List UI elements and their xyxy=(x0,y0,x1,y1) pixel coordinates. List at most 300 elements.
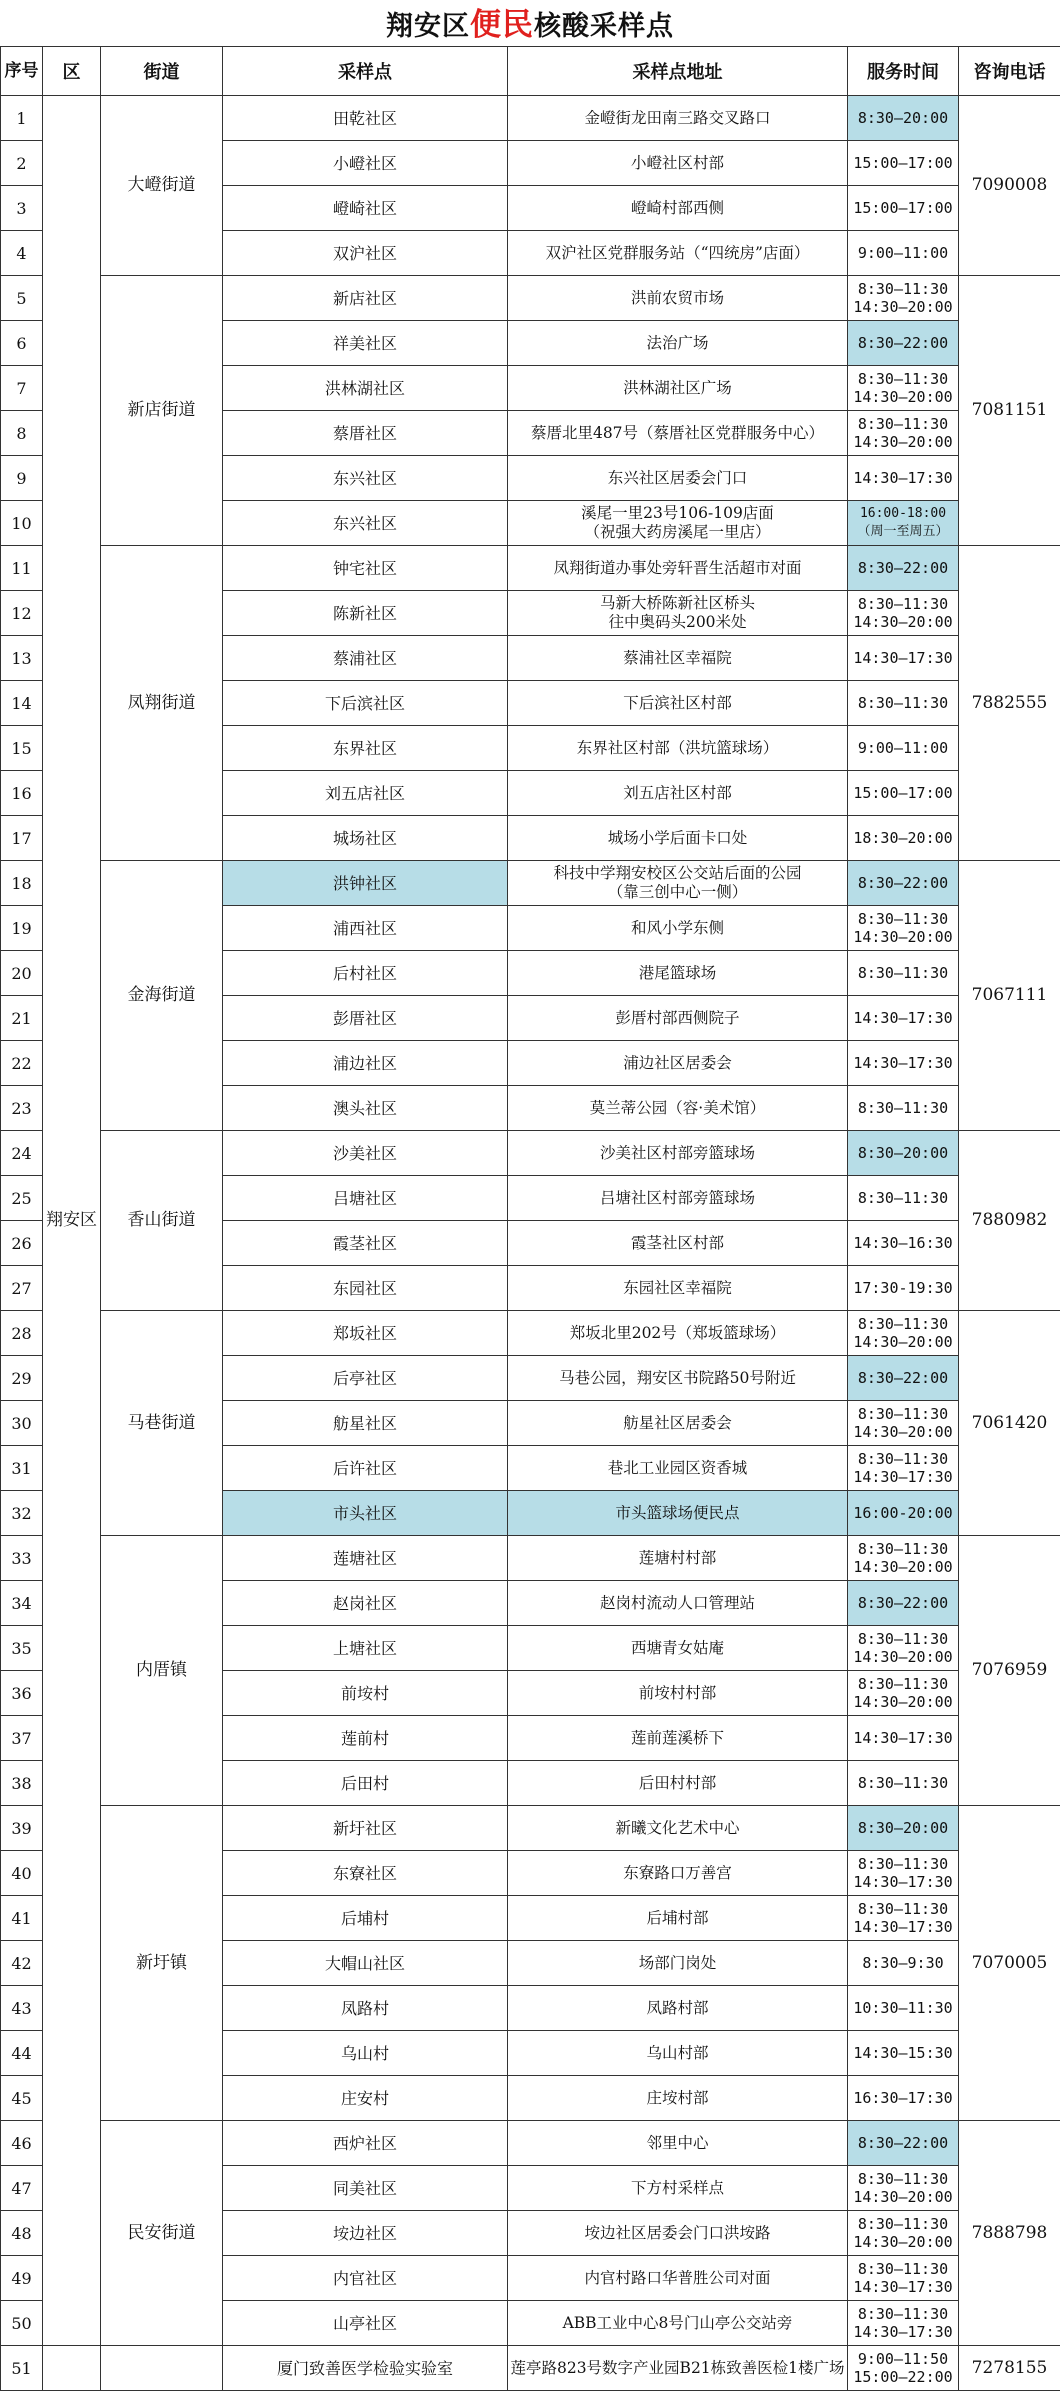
cell-line: 8:30—9:30 xyxy=(862,1954,944,1972)
cell-line: 8:30—22:00 xyxy=(857,1594,949,1612)
address-cell xyxy=(508,2076,848,2121)
cell-line: 16:30—17:30 xyxy=(853,2089,953,2107)
district-cell: 翔安区 xyxy=(43,96,101,2346)
address-cell xyxy=(508,2301,848,2346)
hours-cell xyxy=(848,681,959,726)
address-cell xyxy=(508,1941,848,1986)
site-cell: 舫星社区 xyxy=(223,1401,508,1446)
cell-line: 8:30—11:30 xyxy=(857,2260,949,2278)
table-row xyxy=(1,1536,1060,1581)
phone-cell: 7888798 xyxy=(959,2121,1060,2346)
seq-cell: 18 xyxy=(1,861,43,906)
seq-cell: 50 xyxy=(1,2301,43,2346)
site-cell: 山亭社区 xyxy=(223,2301,508,2346)
cell-line: 后埔村部 xyxy=(646,1908,709,1927)
hours-cell xyxy=(848,726,959,771)
header-site: 采样点 xyxy=(223,47,508,96)
cell-line: （靠三创中心一侧） xyxy=(607,883,748,901)
site-cell: 垵边社区 xyxy=(223,2211,508,2256)
hours-cell xyxy=(848,2121,959,2166)
seq-cell: 24 xyxy=(1,1131,43,1176)
cell-line: 嶝崎村部西侧 xyxy=(630,198,724,217)
cell-line: 15:00—17:00 xyxy=(853,154,953,172)
site-cell: 澳头社区 xyxy=(223,1086,508,1131)
cell-line: 庄垵村部 xyxy=(646,2088,709,2107)
site-cell: 后埔村 xyxy=(223,1896,508,1941)
site-cell: 洪林湖社区 xyxy=(223,366,508,411)
cell-line: 往中奥码头200米处 xyxy=(608,613,747,631)
cell-line: 科技中学翔安校区公交站后面的公园 xyxy=(553,864,802,882)
cell-line: 14:30—20:00 xyxy=(853,2233,953,2251)
cell-line: 8:30—11:30 xyxy=(857,1774,949,1792)
cell-line: 8:30—11:30 xyxy=(857,964,949,982)
cell-line: 14:30—17:30 xyxy=(853,1729,953,1747)
cell-line: （周一至周五） xyxy=(857,524,949,539)
hours-cell xyxy=(848,1851,959,1896)
cell-line: 东园社区幸福院 xyxy=(623,1278,732,1297)
site-cell: 莲前村 xyxy=(223,1716,508,1761)
header-street: 街道 xyxy=(101,47,223,96)
cell-line: 15:00—17:00 xyxy=(853,784,953,802)
hours-cell xyxy=(848,1176,959,1221)
cell-line: 场部门岗处 xyxy=(638,1953,717,1972)
hours-cell xyxy=(848,636,959,681)
table-row xyxy=(1,1311,1060,1356)
seq-cell: 34 xyxy=(1,1581,43,1626)
site-cell: 凤路村 xyxy=(223,1986,508,2031)
cell-line: 14:30—20:00 xyxy=(853,1558,953,1576)
seq-cell: 43 xyxy=(1,1986,43,2031)
seq-cell: 5 xyxy=(1,276,43,321)
hours-cell xyxy=(848,2346,959,2391)
site-cell: 蔡厝社区 xyxy=(223,411,508,456)
cell-line: ABB工业中心8号门山亭公交站旁 xyxy=(562,2313,793,2332)
site-cell: 赵岗社区 xyxy=(223,1581,508,1626)
address-cell xyxy=(508,951,848,996)
header-phone: 咨询电话 xyxy=(959,47,1060,96)
address-cell xyxy=(508,726,848,771)
hours-cell xyxy=(848,2301,959,2346)
site-cell: 市头社区 xyxy=(223,1491,508,1536)
address-cell xyxy=(508,2346,848,2391)
phone-cell: 7090008 xyxy=(959,96,1060,276)
street-cell: 香山街道 xyxy=(101,1131,223,1311)
address-cell xyxy=(508,681,848,726)
seq-cell: 35 xyxy=(1,1626,43,1671)
table-row xyxy=(1,2346,1060,2391)
site-cell: 陈新社区 xyxy=(223,591,508,636)
seq-cell: 47 xyxy=(1,2166,43,2211)
cell-line: 霞茎社区村部 xyxy=(630,1233,724,1252)
cell-line: 巷北工业园区资香城 xyxy=(607,1458,748,1477)
hours-cell xyxy=(848,1986,959,2031)
site-cell: 东兴社区 xyxy=(223,501,508,546)
cell-line: 8:30—11:30 xyxy=(857,1315,949,1333)
address-cell xyxy=(508,1716,848,1761)
cell-line: 西塘青女姑庵 xyxy=(630,1638,724,1657)
seq-cell: 22 xyxy=(1,1041,43,1086)
table-row xyxy=(1,276,1060,321)
address-cell xyxy=(508,1356,848,1401)
cell-line: 莫兰蒂公园（容·美术馆） xyxy=(589,1098,766,1117)
table-row xyxy=(1,1806,1060,1851)
site-cell: 祥美社区 xyxy=(223,321,508,366)
cell-line: 8:30—20:00 xyxy=(857,109,949,127)
hours-cell xyxy=(848,996,959,1041)
seq-cell: 7 xyxy=(1,366,43,411)
hours-cell xyxy=(848,1806,959,1851)
cell-line: 吕塘社区村部旁篮球场 xyxy=(599,1188,755,1207)
seq-cell: 36 xyxy=(1,1671,43,1716)
hours-cell xyxy=(848,186,959,231)
site-cell: 沙美社区 xyxy=(223,1131,508,1176)
cell-line: 洪林湖社区广场 xyxy=(623,378,732,397)
seq-cell: 51 xyxy=(1,2346,43,2391)
cell-line: （祝强大药房溪尾一里店） xyxy=(584,523,771,541)
cell-line: 蔡浦社区幸福院 xyxy=(623,648,732,667)
address-cell xyxy=(508,2211,848,2256)
cell-line: 舫星社区居委会 xyxy=(623,1413,732,1432)
cell-line: 14:30—15:30 xyxy=(853,2044,953,2062)
street-cell: 内厝镇 xyxy=(101,1536,223,1806)
seq-cell: 46 xyxy=(1,2121,43,2166)
hours-cell xyxy=(848,1266,959,1311)
street-cell: 民安街道 xyxy=(101,2121,223,2346)
phone-cell: 7278155 xyxy=(959,2346,1060,2391)
seq-cell: 19 xyxy=(1,906,43,951)
cell-line: 14:30—16:30 xyxy=(853,1234,953,1252)
seq-cell: 8 xyxy=(1,411,43,456)
seq-cell: 11 xyxy=(1,546,43,591)
address-cell xyxy=(508,636,848,681)
page-title: 翔安区便民核酸采样点 xyxy=(386,7,674,43)
hours-cell xyxy=(848,771,959,816)
site-cell: 双沪社区 xyxy=(223,231,508,276)
address-cell xyxy=(508,861,848,906)
street-cell xyxy=(101,2346,223,2391)
address-cell xyxy=(508,1761,848,1806)
cell-line: 溪尾一里23号106-109店面 xyxy=(581,504,774,522)
cell-line: 金嶝街龙田南三路交叉路口 xyxy=(584,108,771,127)
cell-line: 8:30—11:30 xyxy=(857,370,949,388)
cell-line: 8:30—20:00 xyxy=(857,1819,949,1837)
header-seq: 序号 xyxy=(1,47,43,96)
hours-cell xyxy=(848,456,959,501)
address-cell xyxy=(508,231,848,276)
address-cell xyxy=(508,1806,848,1851)
cell-line: 凤路村部 xyxy=(646,1998,709,2017)
cell-line: 8:30—22:00 xyxy=(857,874,949,892)
site-cell: 下后滨社区 xyxy=(223,681,508,726)
seq-cell: 20 xyxy=(1,951,43,996)
cell-line: 14:30—20:00 xyxy=(853,1333,953,1351)
hours-cell xyxy=(848,861,959,906)
cell-line: 14:30—17:30 xyxy=(853,2278,953,2296)
hours-cell xyxy=(848,1761,959,1806)
site-cell: 彭厝社区 xyxy=(223,996,508,1041)
cell-line: 8:30—11:30 xyxy=(857,1405,949,1423)
site-cell: 浦边社区 xyxy=(223,1041,508,1086)
site-cell: 西炉社区 xyxy=(223,2121,508,2166)
hours-cell xyxy=(848,321,959,366)
cell-line: 8:30—11:30 xyxy=(857,910,949,928)
cell-line: 内官村路口华普胜公司对面 xyxy=(584,2268,771,2287)
address-cell xyxy=(508,501,848,546)
seq-cell: 21 xyxy=(1,996,43,1041)
cell-line: 14:30—17:30 xyxy=(853,1009,953,1027)
site-cell: 吕塘社区 xyxy=(223,1176,508,1221)
cell-line: 8:30—11:30 xyxy=(857,1189,949,1207)
hours-cell xyxy=(848,501,959,546)
seq-cell: 26 xyxy=(1,1221,43,1266)
site-cell: 小嶝社区 xyxy=(223,141,508,186)
cell-line: 莲塘村村部 xyxy=(638,1548,717,1567)
address-cell xyxy=(508,1176,848,1221)
address-cell xyxy=(508,1986,848,2031)
cell-line: 14:30—17:30 xyxy=(853,1054,953,1072)
seq-cell: 12 xyxy=(1,591,43,636)
cell-line: 14:30—17:30 xyxy=(853,649,953,667)
cell-line: 东界社区村部（洪坑篮球场） xyxy=(576,738,779,757)
cell-line: 8:30—22:00 xyxy=(857,559,949,577)
site-cell: 后许社区 xyxy=(223,1446,508,1491)
cell-line: 14:30—17:30 xyxy=(853,1468,953,1486)
seq-cell: 16 xyxy=(1,771,43,816)
seq-cell: 27 xyxy=(1,1266,43,1311)
cell-line: 新曦文化艺术中心 xyxy=(615,1818,740,1837)
hours-cell xyxy=(848,1311,959,1356)
cell-line: 16:00-18:00 xyxy=(859,506,947,521)
site-cell: 莲塘社区 xyxy=(223,1536,508,1581)
cell-line: 18:30—20:00 xyxy=(853,829,953,847)
cell-line: 8:30—11:30 xyxy=(857,415,949,433)
address-cell xyxy=(508,141,848,186)
cell-line: 14:30—20:00 xyxy=(853,433,953,451)
cell-line: 马巷公园，翔安区书院路50号附近 xyxy=(559,1368,796,1387)
cell-line: 8:30—11:30 xyxy=(857,1450,949,1468)
site-cell: 钟宅社区 xyxy=(223,546,508,591)
cell-line: 沙美社区村部旁篮球场 xyxy=(599,1143,755,1162)
address-cell xyxy=(508,2256,848,2301)
address-cell xyxy=(508,1626,848,1671)
cell-line: 前垵村村部 xyxy=(638,1683,717,1702)
cell-line: 蔡厝北里487号（蔡厝社区党群服务中心） xyxy=(530,423,825,442)
hours-cell xyxy=(848,366,959,411)
cell-line: 14:30—20:00 xyxy=(853,928,953,946)
seq-cell: 32 xyxy=(1,1491,43,1536)
cell-line: 后田村村部 xyxy=(638,1773,717,1792)
address-cell xyxy=(508,906,848,951)
cell-line: 14:30—20:00 xyxy=(853,1423,953,1441)
cell-line: 8:30—11:30 xyxy=(857,1900,949,1918)
cell-line: 8:30—11:30 xyxy=(857,280,949,298)
cell-line: 14:30—20:00 xyxy=(853,1648,953,1666)
cell-line: 15:00—17:00 xyxy=(853,199,953,217)
site-cell: 上塘社区 xyxy=(223,1626,508,1671)
cell-line: 乌山村部 xyxy=(646,2043,709,2062)
cell-line: 8:30—11:30 xyxy=(857,1099,949,1117)
cell-line: 和风小学东侧 xyxy=(630,918,724,937)
address-cell xyxy=(508,1131,848,1176)
cell-line: 8:30—11:30 xyxy=(857,1540,949,1558)
hours-cell xyxy=(848,1041,959,1086)
hours-cell xyxy=(848,1491,959,1536)
cell-line: 8:30—22:00 xyxy=(857,334,949,352)
hours-cell xyxy=(848,2166,959,2211)
seq-cell: 15 xyxy=(1,726,43,771)
seq-cell: 41 xyxy=(1,1896,43,1941)
address-cell xyxy=(508,2166,848,2211)
site-cell: 东寮社区 xyxy=(223,1851,508,1896)
seq-cell: 4 xyxy=(1,231,43,276)
address-cell xyxy=(508,591,848,636)
cell-line: 14:30—20:00 xyxy=(853,298,953,316)
phone-cell: 7880982 xyxy=(959,1131,1060,1311)
hours-cell xyxy=(848,1131,959,1176)
table-row xyxy=(1,546,1060,591)
seq-cell: 14 xyxy=(1,681,43,726)
site-cell: 蔡浦社区 xyxy=(223,636,508,681)
hours-cell xyxy=(848,2211,959,2256)
cell-line: 9:00—11:00 xyxy=(857,739,949,757)
seq-cell: 10 xyxy=(1,501,43,546)
cell-line: 莲亭路823号数字产业园B21栋致善医检1楼广场 xyxy=(510,2358,845,2377)
cell-line: 8:30—22:00 xyxy=(857,2134,949,2152)
address-cell xyxy=(508,771,848,816)
address-cell xyxy=(508,2121,848,2166)
address-cell xyxy=(508,546,848,591)
hours-cell xyxy=(848,546,959,591)
cell-line: 刘五店社区村部 xyxy=(623,783,732,802)
cell-line: 浦边社区居委会 xyxy=(623,1053,732,1072)
phone-cell: 7067111 xyxy=(959,861,1060,1131)
seq-cell: 44 xyxy=(1,2031,43,2076)
cell-line: 14:30—20:00 xyxy=(853,388,953,406)
hours-cell xyxy=(848,2076,959,2121)
seq-cell: 9 xyxy=(1,456,43,501)
address-cell xyxy=(508,276,848,321)
site-cell: 东界社区 xyxy=(223,726,508,771)
site-cell: 乌山村 xyxy=(223,2031,508,2076)
hours-cell xyxy=(848,231,959,276)
table-row xyxy=(1,1131,1060,1176)
seq-cell: 40 xyxy=(1,1851,43,1896)
street-cell: 新店街道 xyxy=(101,276,223,546)
address-cell xyxy=(508,1896,848,1941)
phone-cell: 7070005 xyxy=(959,1806,1060,2121)
address-cell xyxy=(508,1221,848,1266)
seq-cell: 48 xyxy=(1,2211,43,2256)
site-cell: 厦门致善医学检验实验室 xyxy=(223,2346,508,2391)
seq-cell: 28 xyxy=(1,1311,43,1356)
site-cell: 内官社区 xyxy=(223,2256,508,2301)
site-cell: 后亭社区 xyxy=(223,1356,508,1401)
hours-cell xyxy=(848,1401,959,1446)
site-cell: 庄安村 xyxy=(223,2076,508,2121)
seq-cell: 42 xyxy=(1,1941,43,1986)
cell-line: 8:30—11:30 xyxy=(857,595,949,613)
address-cell xyxy=(508,411,848,456)
seq-cell: 3 xyxy=(1,186,43,231)
seq-cell: 29 xyxy=(1,1356,43,1401)
address-cell xyxy=(508,186,848,231)
cell-line: 凤翔街道办事处旁轩晋生活超市对面 xyxy=(553,558,802,577)
site-cell: 东园社区 xyxy=(223,1266,508,1311)
cell-line: 8:30—22:00 xyxy=(857,1369,949,1387)
address-cell xyxy=(508,1266,848,1311)
site-cell: 前垵村 xyxy=(223,1671,508,1716)
site-cell: 城场社区 xyxy=(223,816,508,861)
hours-cell xyxy=(848,141,959,186)
cell-line: 10:30—11:30 xyxy=(853,1999,953,2017)
street-cell: 凤翔街道 xyxy=(101,546,223,861)
phone-cell: 7081151 xyxy=(959,276,1060,546)
address-cell xyxy=(508,2031,848,2076)
address-cell xyxy=(508,816,848,861)
cell-line: 马新大桥陈新社区桥头 xyxy=(599,594,755,612)
address-cell xyxy=(508,1401,848,1446)
hours-cell xyxy=(848,906,959,951)
address-cell xyxy=(508,1581,848,1626)
hours-cell xyxy=(848,96,959,141)
hours-cell xyxy=(848,1941,959,1986)
site-cell: 新店社区 xyxy=(223,276,508,321)
cell-line: 14:30—17:30 xyxy=(853,2323,953,2341)
phone-cell: 7076959 xyxy=(959,1536,1060,1806)
street-cell: 马巷街道 xyxy=(101,1311,223,1536)
phone-cell: 7882555 xyxy=(959,546,1060,861)
site-cell: 刘五店社区 xyxy=(223,771,508,816)
cell-line: 8:30—11:30 xyxy=(857,2170,949,2188)
cell-line: 14:30—20:00 xyxy=(853,613,953,631)
cell-line: 市头篮球场便民点 xyxy=(615,1503,740,1522)
seq-cell: 39 xyxy=(1,1806,43,1851)
seq-cell: 30 xyxy=(1,1401,43,1446)
cell-line: 郑坂北里202号（郑坂篮球场） xyxy=(569,1323,786,1342)
site-cell: 东兴社区 xyxy=(223,456,508,501)
cell-line: 8:30—11:30 xyxy=(857,1675,949,1693)
seq-cell: 38 xyxy=(1,1761,43,1806)
site-cell: 霞茎社区 xyxy=(223,1221,508,1266)
hours-cell xyxy=(848,1536,959,1581)
hours-cell xyxy=(848,2031,959,2076)
cell-line: 14:30—17:30 xyxy=(853,1918,953,1936)
seq-cell: 6 xyxy=(1,321,43,366)
cell-line: 8:30—11:30 xyxy=(857,694,949,712)
hours-cell xyxy=(848,951,959,996)
address-cell xyxy=(508,1491,848,1536)
phone-cell: 7061420 xyxy=(959,1311,1060,1536)
street-cell: 金海街道 xyxy=(101,861,223,1131)
hours-cell xyxy=(848,2256,959,2301)
hours-cell xyxy=(848,276,959,321)
seq-cell: 45 xyxy=(1,2076,43,2121)
cell-line: 8:30—11:30 xyxy=(857,1855,949,1873)
cell-line: 14:30—17:30 xyxy=(853,469,953,487)
header-address: 采样点地址 xyxy=(508,47,848,96)
cell-line: 14:30—20:00 xyxy=(853,1693,953,1711)
cell-line: 彭厝村部西侧院子 xyxy=(615,1008,740,1027)
cell-line: 洪前农贸市场 xyxy=(630,288,724,307)
cell-line: 东寮路口万善宫 xyxy=(623,1863,732,1882)
table-row xyxy=(1,861,1060,906)
table-row xyxy=(1,2121,1060,2166)
seq-cell: 31 xyxy=(1,1446,43,1491)
sampling-sites-table xyxy=(0,46,1060,2391)
seq-cell: 33 xyxy=(1,1536,43,1581)
hours-cell xyxy=(848,1221,959,1266)
district-cell-empty xyxy=(43,2346,101,2391)
